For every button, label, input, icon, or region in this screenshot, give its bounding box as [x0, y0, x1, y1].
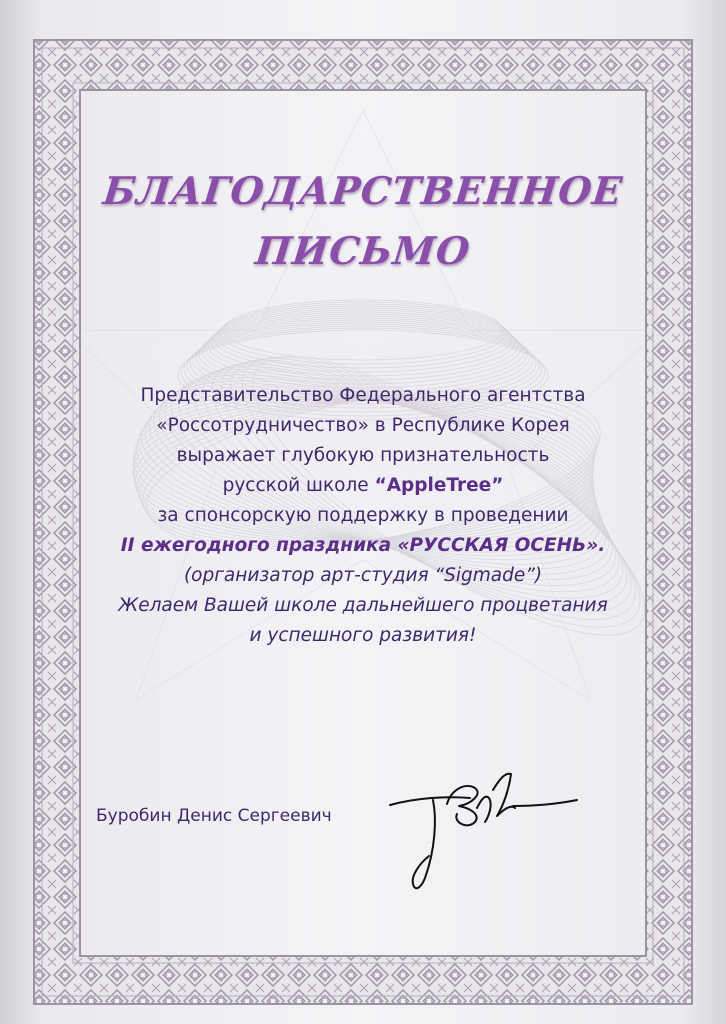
title-line-2: ПИСЬМО	[253, 228, 473, 273]
school-name: “AppleTree”	[374, 475, 504, 496]
event-name-line: II ежегодного праздника «РУССКАЯ ОСЕНЬ».	[120, 535, 606, 556]
organizer-line: (организатор арт-студия “Sigmade”)	[183, 565, 543, 586]
handwritten-signature-icon	[385, 760, 585, 900]
signer-name: Буробин Денис Сергеевич	[96, 806, 332, 826]
body-line-2: «Россотрудничество» в Республике Корея	[156, 415, 570, 436]
body-line-3: выражает глубокую признательность	[176, 445, 550, 466]
body-line-4	[80, 471, 646, 501]
title-line-1: БЛАГОДАРСТВЕННОЕ	[101, 168, 625, 213]
letter-body	[80, 381, 646, 651]
body-line-5: за спонсорскую поддержку в проведении	[157, 505, 569, 526]
wish-line-1: Желаем Вашей школе дальнейшего процветания	[118, 595, 608, 616]
body-line-4-text: русской школе	[222, 475, 375, 496]
body-line-1: Представительство Федерального агентства	[140, 385, 586, 406]
wish-line-2: и успешного развития!	[249, 625, 477, 646]
